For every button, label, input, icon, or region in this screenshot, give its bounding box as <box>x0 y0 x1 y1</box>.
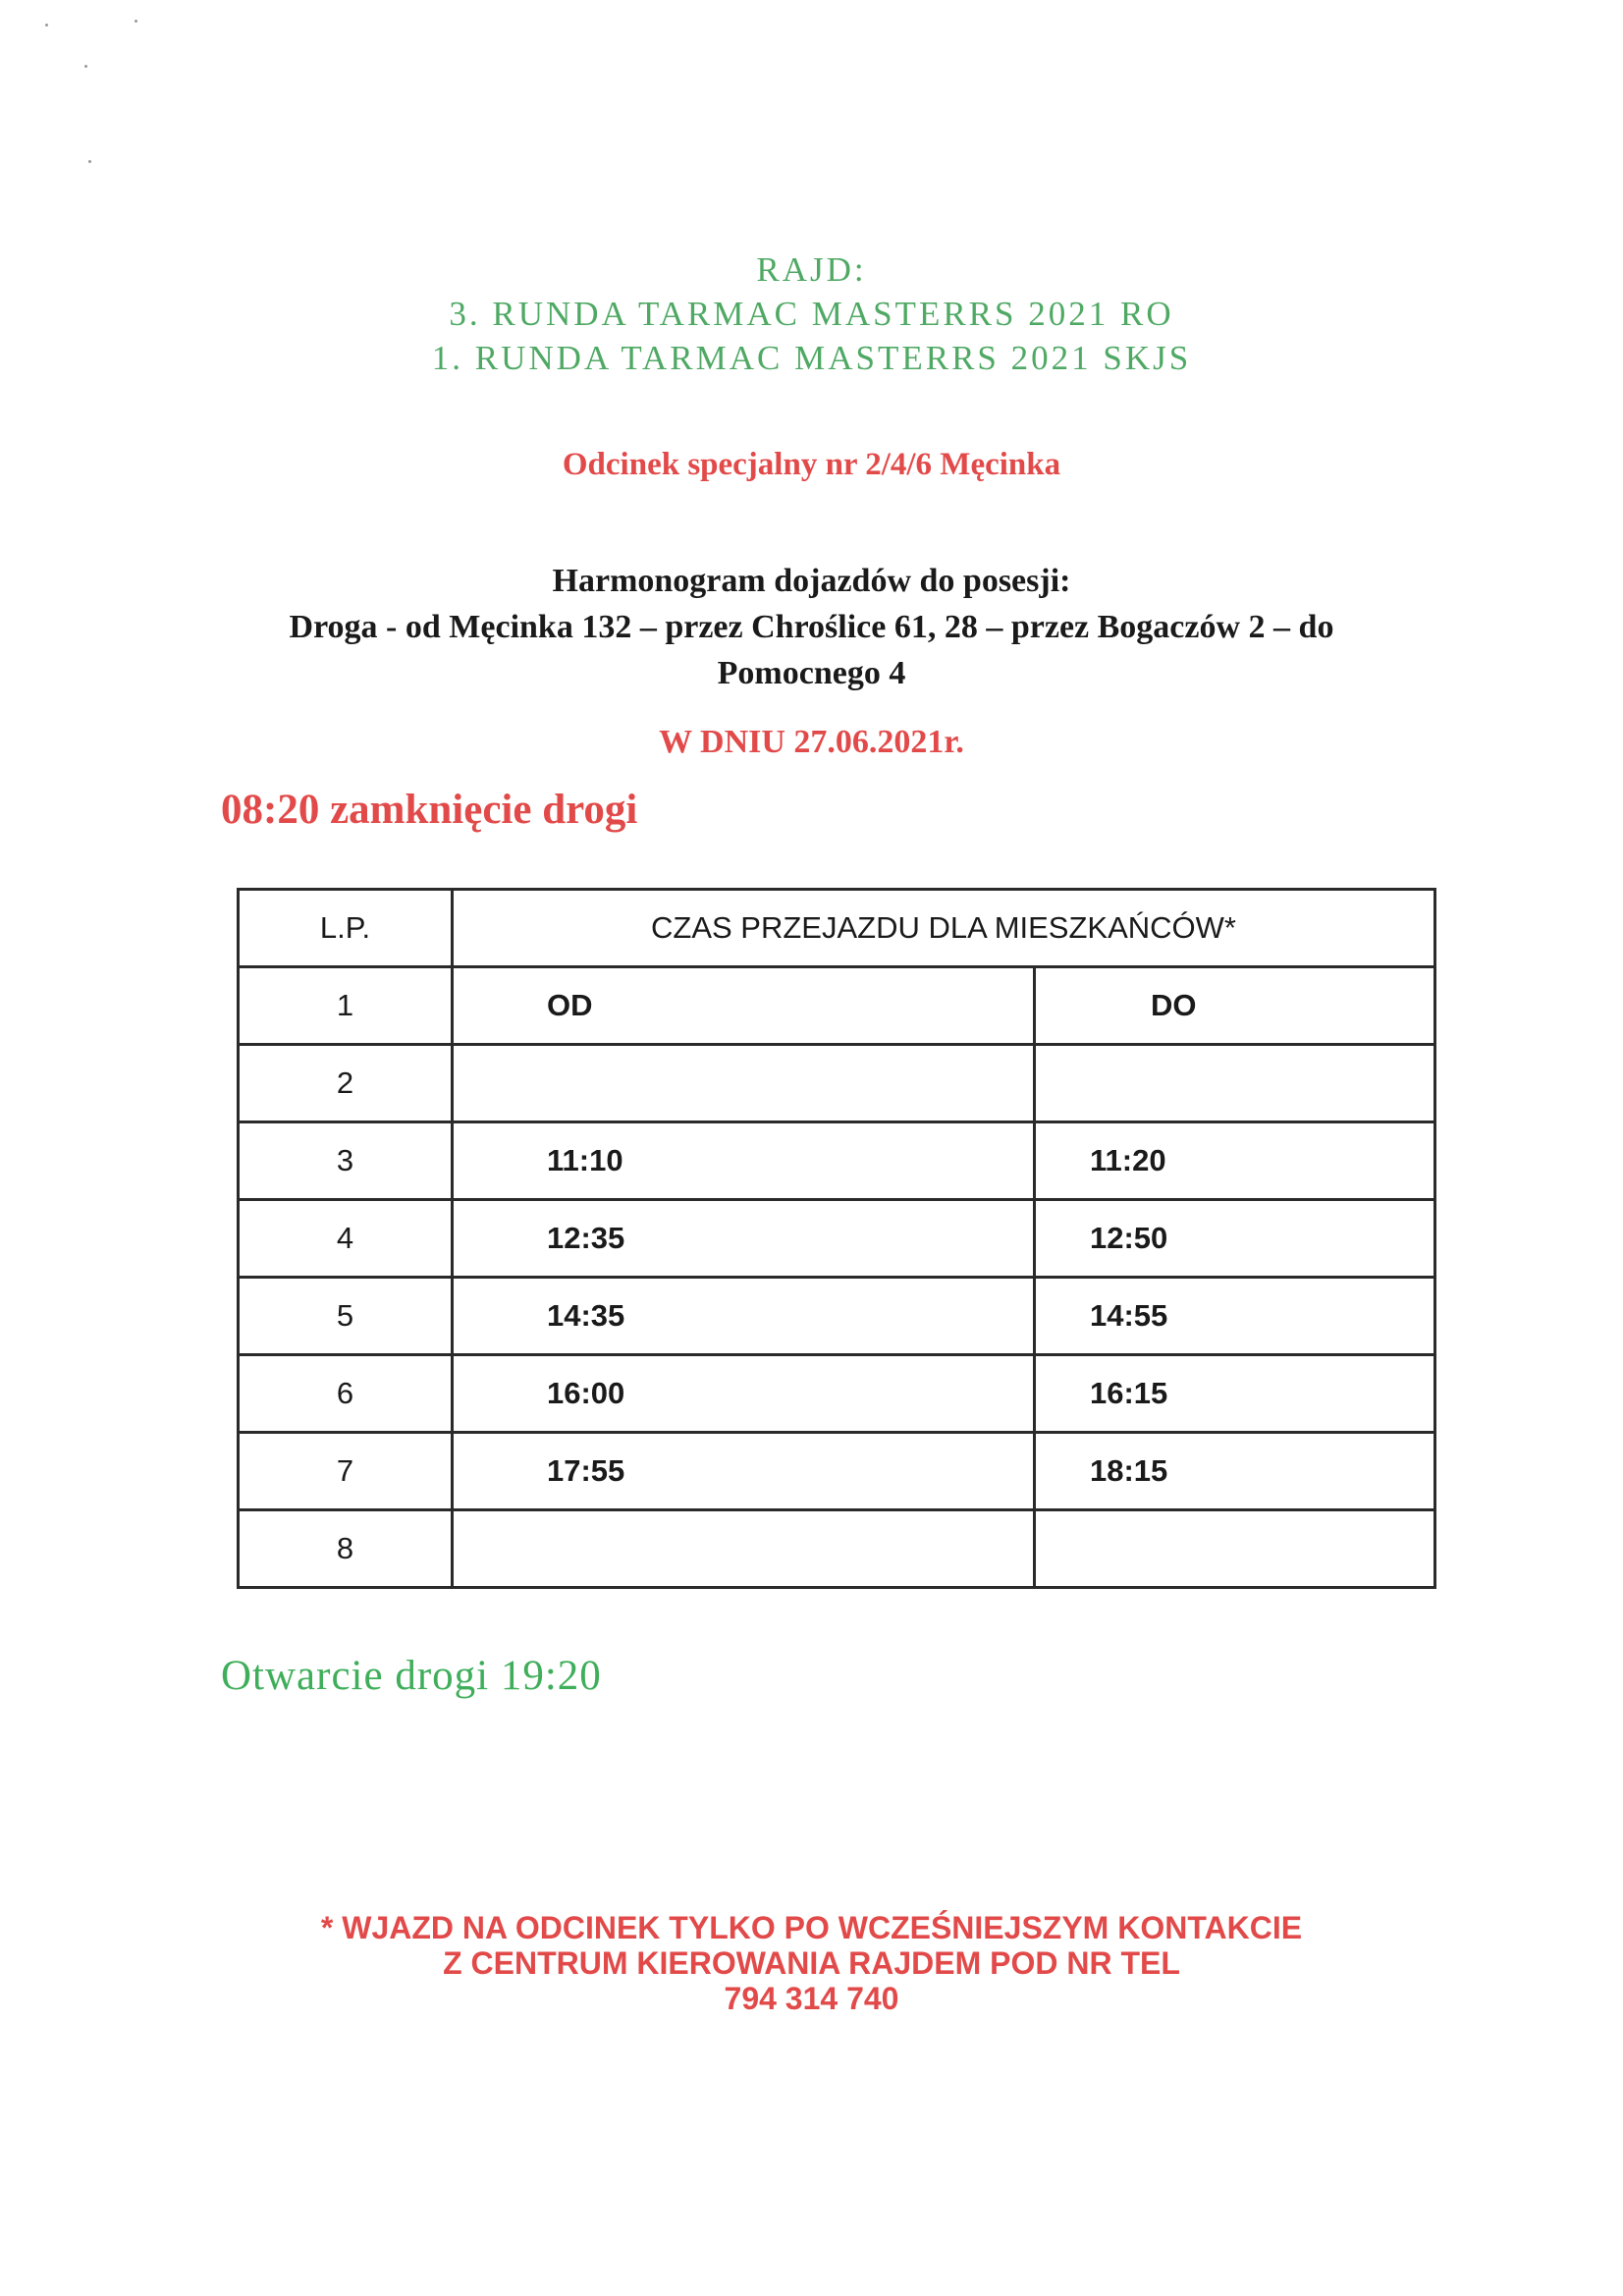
do-time: 18:15 <box>1035 1433 1435 1510</box>
do-time: 12:50 <box>1035 1200 1435 1278</box>
event-date: W DNIU 27.06.2021r. <box>659 724 964 760</box>
rally-header <box>0 247 1623 380</box>
road-closure-time: 08:20 zamknięcie drogi <box>221 787 638 833</box>
do-time: 14:55 <box>1035 1278 1435 1355</box>
row-number: 2 <box>239 1045 453 1122</box>
do-label: DO <box>1035 967 1435 1045</box>
od-time: 16:00 <box>453 1355 1035 1433</box>
column-header-lp: L.P. <box>239 890 453 967</box>
road-opening-time: Otwarcie drogi 19:20 <box>221 1653 602 1699</box>
od-time: 14:35 <box>453 1278 1035 1355</box>
column-header-time: CZAS PRZEJAZDU DLA MIESZKAŃCÓW* <box>453 890 1435 967</box>
od-label: OD <box>453 967 1035 1045</box>
table-row <box>239 1278 1435 1355</box>
od-time: 12:35 <box>453 1200 1035 1278</box>
row-number: 8 <box>239 1510 453 1588</box>
table-header-row <box>239 890 1435 967</box>
table-row <box>239 1045 1435 1122</box>
row-number: 1 <box>239 967 453 1045</box>
scan-speck <box>88 160 91 163</box>
schedule-title-line1: Harmonogram dojazdów do posesji: <box>552 563 1071 599</box>
contact-note-line2: Z CENTRUM KIEROWANIA RAJDEM POD NR TEL <box>443 1945 1180 1981</box>
scan-speck <box>45 24 48 27</box>
schedule-table <box>237 888 1436 1589</box>
schedule-route-line: Droga - od Męcinka 132 – przez Chroślice 61, 28 – przez Bogaczów 2 – do <box>289 609 1334 645</box>
rally-header-line2: 3. RUNDA TARMAC MASTERRS 2021 RO <box>449 295 1174 333</box>
rally-header-line3: 1. RUNDA TARMAC MASTERRS 2021 SKJS <box>431 339 1192 377</box>
od-time: 11:10 <box>453 1122 1035 1200</box>
od-time <box>453 1510 1035 1588</box>
table-row <box>239 1122 1435 1200</box>
table-row <box>239 1433 1435 1510</box>
contact-note <box>0 1910 1623 2016</box>
od-time: 17:55 <box>453 1433 1035 1510</box>
scan-speck <box>84 65 87 68</box>
row-number: 5 <box>239 1278 453 1355</box>
scan-speck <box>135 20 137 23</box>
row-number: 4 <box>239 1200 453 1278</box>
do-time <box>1035 1045 1435 1122</box>
table-row <box>239 1355 1435 1433</box>
schedule-title <box>0 558 1623 696</box>
table-row <box>239 1510 1435 1588</box>
do-time <box>1035 1510 1435 1588</box>
table-row <box>239 1200 1435 1278</box>
do-time: 16:15 <box>1035 1355 1435 1433</box>
row-number: 6 <box>239 1355 453 1433</box>
row-number: 3 <box>239 1122 453 1200</box>
contact-phone-number: 794 314 740 <box>724 1981 899 2016</box>
contact-note-line1: * WJAZD NA ODCINEK TYLKO PO WCZEŚNIEJSZYM KONTAKCIE <box>320 1910 1303 1945</box>
table-row <box>239 967 1435 1045</box>
rally-header-line1: RAJD: <box>756 250 867 289</box>
row-number: 7 <box>239 1433 453 1510</box>
do-time: 11:20 <box>1035 1122 1435 1200</box>
schedule-route-end: Pomocnego 4 <box>717 655 906 691</box>
special-stage-title: Odcinek specjalny nr 2/4/6 Męcinka <box>562 447 1061 482</box>
od-time <box>453 1045 1035 1122</box>
